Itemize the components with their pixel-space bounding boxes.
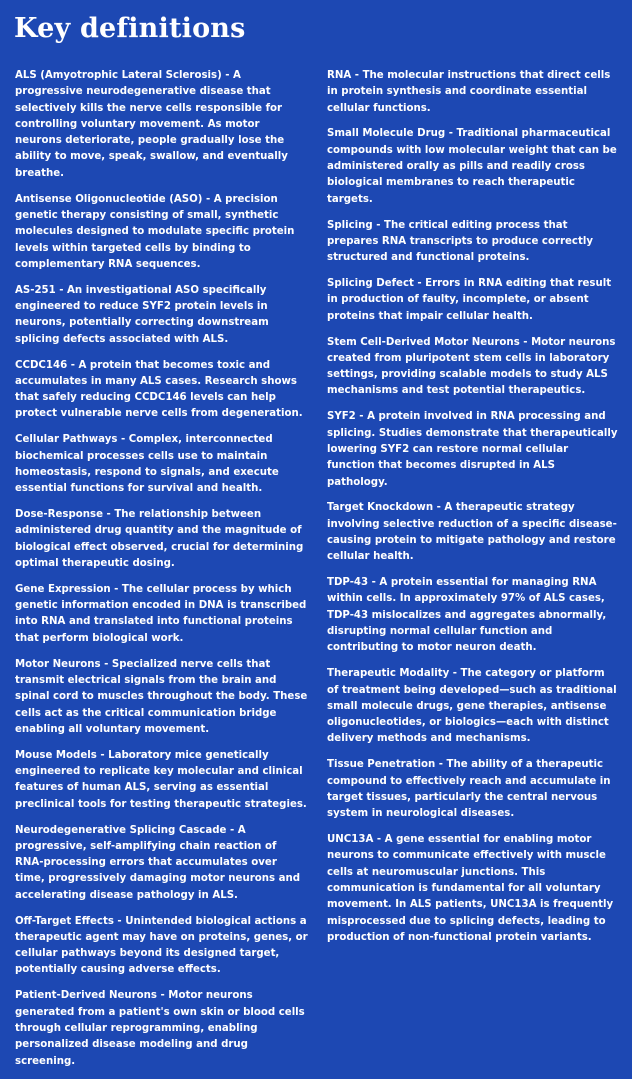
definition-item: RNA - The molecular instructions that direct cells in protein synthesis and coordinate essential cellular functions. <box>327 70 611 114</box>
page-title: Key definitions <box>14 13 246 44</box>
definition-item: UNC13A - A gene essential for enabling motor neurons to communicate effectively with muscle cells at neuromuscular junctions. This communication is fundamental for all voluntary movement. In ALS patients, UNC13A is frequently misprocessed due to splicing defects, leading to production of non-functional protein variants. <box>327 834 614 943</box>
definition-item: Mouse Models - Laboratory mice genetically engineered to replicate key molecular and clinical features of human ALS, serving as essential preclinical tools for testing therapeutic strategies. <box>15 749 307 810</box>
definition-item: Cellular Pathways - Complex, interconnected biochemical processes cells use to maintain homeostasis, respond to signals, and execute essential functions for survival and health. <box>15 434 279 495</box>
definition-item: Patient-Derived Neurons - Motor neurons generated from a patient's own skin or blood cells through cellular reprogramming, enabling personalized disease modeling and drug screening. <box>15 990 305 1067</box>
definition-item: Stem Cell-Derived Motor Neurons - Motor neurons created from pluripotent stem cells in laboratory settings, providing scalable models to study ALS mechanisms and test potential therapeutics. <box>327 336 616 397</box>
definition-item: Splicing - The critical editing process that prepares RNA transcripts to produce correctly structured and functional proteins. <box>327 219 593 264</box>
definition-item: SYF2 - A protein involved in RNA processing and splicing. Studies demonstrate that therapeutically lowering SYF2 can restore normal cellular function that becomes disrupted in ALS pathology. <box>327 411 618 488</box>
definition-item: Neurodegenerative Splicing Cascade - A progressive, self-amplifying chain reaction of RNA-processing errors that accumulates over time, progressively damaging motor neurons and accelerating disease pathology in ALS. <box>15 824 301 901</box>
definition-item: Small Molecule Drug - Traditional pharmaceutical compounds with low molecular weight that can be administered orally as pills and readily cross biological membranes to reach therapeutic targets. <box>327 128 617 205</box>
definitions-column-left <box>15 68 308 1079</box>
definition-item: Off-Target Effects - Unintended biological actions a therapeutic agent may have on proteins, genes, or cellular pathways beyond its designed target, potentially causing adverse effects. <box>15 915 308 976</box>
definitions-column-right <box>327 68 619 956</box>
definition-item: Dose-Response - The relationship between administered drug quantity and the magnitude of biological effect observed, crucial for determining optimal therapeutic dosing. <box>15 509 304 569</box>
definition-item: AS-251 - An investigational ASO specifically engineered to reduce SYF2 protein levels in neurons, potentially correcting downstream splicing defects associated with ALS. <box>15 284 269 345</box>
definition-item: CCDC146 - A protein that becomes toxic and accumulates in many ALS cases. Research shows that safely reducing CCDC146 levels can help protect vulnerable nerve cells from degeneration. <box>15 359 303 420</box>
definition-item: Gene Expression - The cellular process by which genetic information encoded in DNA is transcribed into RNA and translated into functional proteins that perform biological work. <box>15 583 307 644</box>
definition-item: Tissue Penetration - The ability of a therapeutic compound to effectively reach and accumulate in target tissues, particularly the central nervous system in neurological diseases. <box>327 759 611 820</box>
definition-item: Splicing Defect - Errors in RNA editing that result in production of faulty, incomplete, or absent proteins that impair cellular health. <box>327 278 612 322</box>
definition-item: Target Knockdown - A therapeutic strategy involving selective reduction of a specific disease-causing protein to mitigate pathology and restore cellular health. <box>327 502 617 563</box>
definition-item: Antisense Oligonucleotide (ASO) - A precision genetic therapy consisting of small, synthetic molecules designed to modulate specific protein levels within targeted cells by binding to complementary RNA sequences. <box>15 193 295 270</box>
definition-item: TDP-43 - A protein essential for managing RNA within cells. In approximately 97% of ALS cases, TDP-43 mislocalizes and aggregates abnormally, disrupting normal cellular function and contributing to motor neuron death. <box>327 577 607 654</box>
definition-item: Motor Neurons - Specialized nerve cells that transmit electrical signals from the brain and spinal cord to muscles throughout the body. These cells act as the critical communication bridge enabling all voluntary movement. <box>15 658 308 735</box>
definition-item: ALS (Amyotrophic Lateral Sclerosis) - A progressive neurodegenerative disease that selectively kills the nerve cells responsible for controlling voluntary movement. As motor neurons deteriorate, people gradually lose the ability to move, speak, swallow, and eventually breathe. <box>15 70 288 179</box>
definition-item: Therapeutic Modality - The category or platform of treatment being developed—such as traditional small molecule drugs, gene therapies, antisense oligonucleotides, or biologics—each with distinct delivery methods and mechanisms. <box>327 668 617 745</box>
